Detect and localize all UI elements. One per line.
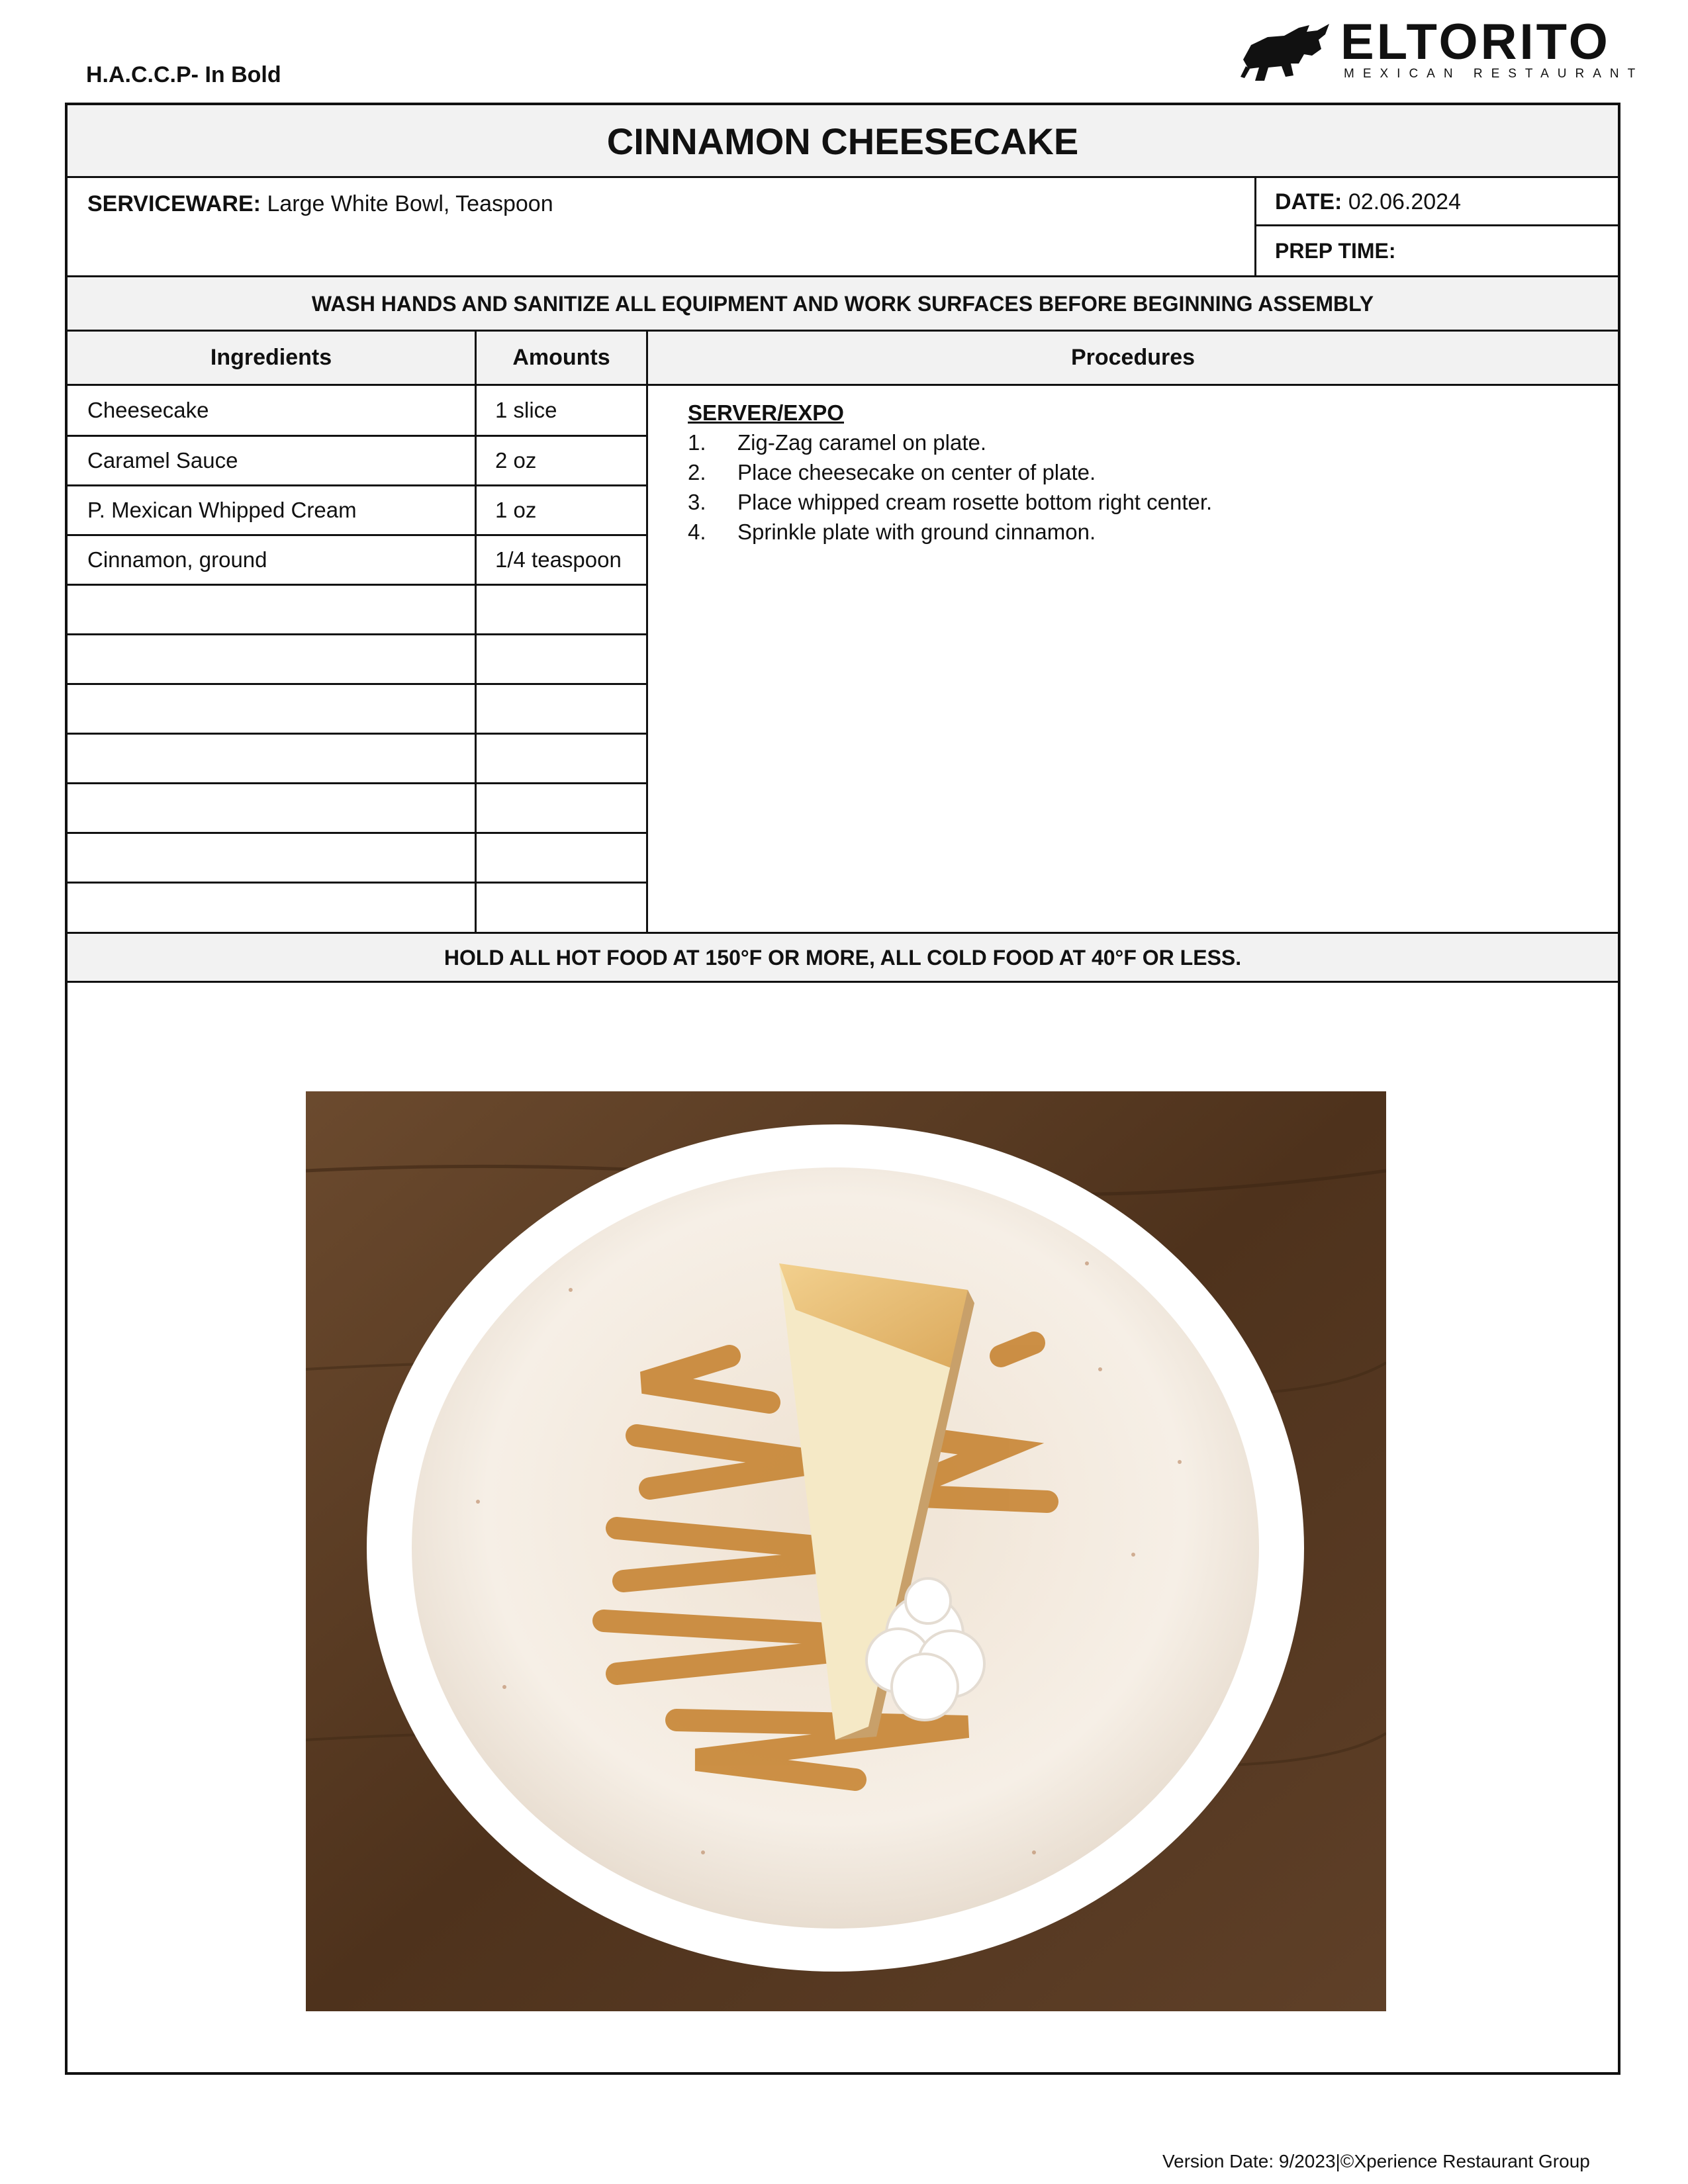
ingredient-amount: 1/4 teaspoon xyxy=(476,535,647,584)
haccp-note: H.A.C.C.P- In Bold xyxy=(86,62,281,87)
table-row xyxy=(68,485,647,535)
ingredient-name xyxy=(68,634,476,684)
step-number: 3. xyxy=(688,490,706,514)
table-row xyxy=(68,435,647,485)
procedure-step xyxy=(688,457,1212,487)
ingredient-amount xyxy=(476,833,647,882)
step-text: Sprinkle plate with ground cinnamon. xyxy=(737,520,1096,544)
serviceware-row xyxy=(68,178,1618,277)
table-row xyxy=(68,783,647,833)
table-row xyxy=(68,634,647,684)
ingredient-name xyxy=(68,882,476,932)
ingredient-name xyxy=(68,783,476,833)
ingredient-name: Cinnamon, ground xyxy=(68,535,476,584)
el-torito-logo xyxy=(1238,14,1644,86)
ingredient-name xyxy=(68,684,476,733)
hold-temperature-notice: HOLD ALL HOT FOOD AT 150°F OR MORE, ALL COLD FOOD AT 40°F OR LESS. xyxy=(68,934,1618,983)
serviceware-label: SERVICEWARE: xyxy=(87,191,261,216)
procedure-step xyxy=(688,487,1212,517)
recipe-card xyxy=(65,103,1620,2075)
table-row xyxy=(68,684,647,733)
table-row xyxy=(68,733,647,783)
recipe-body xyxy=(68,386,1618,934)
ingredients-header: Ingredients xyxy=(68,332,477,384)
procedure-step xyxy=(688,517,1212,547)
ingredients-table xyxy=(68,386,648,932)
ingredient-amount: 1 oz xyxy=(476,485,647,535)
serviceware xyxy=(87,191,553,217)
ingredient-amount xyxy=(476,882,647,932)
date-field xyxy=(1256,178,1620,226)
step-number: 2. xyxy=(688,460,706,484)
column-header-row xyxy=(68,332,1618,386)
ingredient-name xyxy=(68,733,476,783)
date-value: 02.06.2024 xyxy=(1348,189,1461,214)
table-row xyxy=(68,833,647,882)
ingredient-name: Caramel Sauce xyxy=(68,435,476,485)
procedure-section-title: SERVER/EXPO xyxy=(688,400,844,425)
procedure-step xyxy=(688,428,1212,457)
ingredient-amount xyxy=(476,733,647,783)
bull-icon xyxy=(1238,20,1337,86)
step-text: Place whipped cream rosette bottom right center. xyxy=(737,490,1213,514)
amounts-header: Amounts xyxy=(477,332,648,384)
wash-notice: WASH HANDS AND SANITIZE ALL EQUIPMENT AND WORK SURFACES BEFORE BEGINNING ASSEMBLY xyxy=(68,277,1618,332)
date-label: DATE: xyxy=(1275,189,1342,214)
table-row xyxy=(68,535,647,584)
procedures-list xyxy=(688,398,1212,547)
ingredient-amount xyxy=(476,584,647,634)
ingredient-amount: 2 oz xyxy=(476,435,647,485)
ingredient-name xyxy=(68,584,476,634)
recipe-title: CINNAMON CHEESECAKE xyxy=(68,105,1618,178)
plated-cheesecake-photo xyxy=(306,1091,1386,2011)
ingredient-amount: 1 slice xyxy=(476,386,647,435)
logo-wordmark: ELTORITO xyxy=(1340,14,1611,70)
ingredient-amount xyxy=(476,783,647,833)
serviceware-value: Large White Bowl, Teaspoon xyxy=(267,191,553,216)
procedures-header: Procedures xyxy=(1070,345,1196,370)
date-column xyxy=(1254,178,1620,275)
table-row xyxy=(68,882,647,932)
ingredient-name xyxy=(68,833,476,882)
prep-time-field xyxy=(1256,226,1620,275)
prep-time-label: PREP TIME: xyxy=(1275,239,1396,263)
logo-tagline: MEXICAN RESTAURANT xyxy=(1344,67,1644,81)
ingredient-name: Cheesecake xyxy=(68,386,476,435)
version-footer: Version Date: 9/2023|©Xperience Restaurant Group xyxy=(1162,2151,1590,2171)
ingredient-amount xyxy=(476,684,647,733)
table-row xyxy=(68,386,647,435)
ingredient-amount xyxy=(476,634,647,684)
step-number: 1. xyxy=(688,430,706,455)
step-text: Place cheesecake on center of plate. xyxy=(737,460,1096,484)
step-number: 4. xyxy=(688,520,706,544)
ingredient-name: P. Mexican Whipped Cream xyxy=(68,485,476,535)
step-text: Zig-Zag caramel on plate. xyxy=(737,430,987,455)
table-row xyxy=(68,584,647,634)
